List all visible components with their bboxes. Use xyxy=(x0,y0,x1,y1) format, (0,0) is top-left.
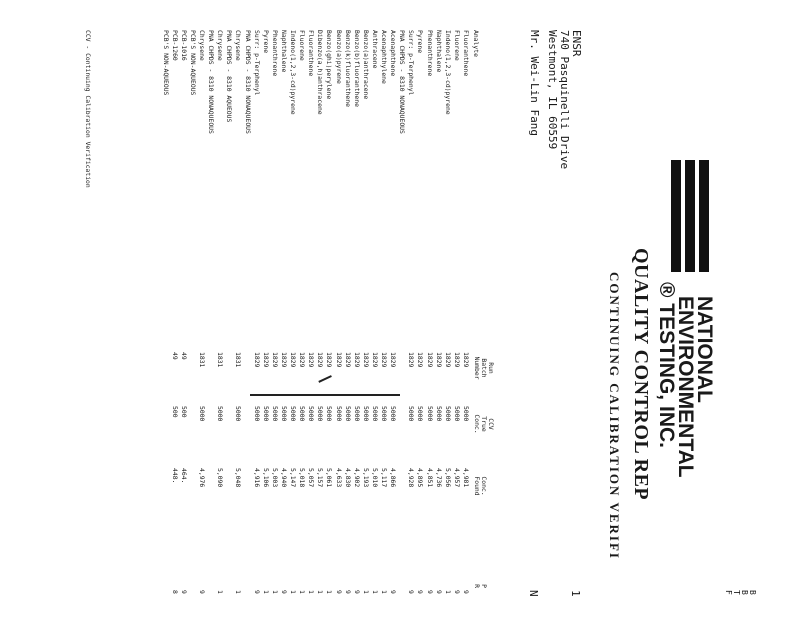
company-name-line3: ® TESTING, INC. xyxy=(655,282,678,448)
batch-cell: 1829 xyxy=(416,352,425,368)
found-conc-cell: 5,010 xyxy=(371,468,379,488)
analyte-cell: Fluoranthene xyxy=(462,30,470,77)
true-conc-cell: 5000 xyxy=(289,406,298,422)
found-conc-cell: 4,976 xyxy=(198,468,207,488)
found-conc-cell: 5,056 xyxy=(443,468,452,488)
found-conc-cell: 5,061 xyxy=(325,468,334,488)
pct-cell: 1 xyxy=(325,590,334,594)
found-conc-cell: 5,117 xyxy=(380,468,389,488)
client-address2: Westmont, IL 60559 xyxy=(546,30,559,150)
batch-cell: 1829 xyxy=(425,352,434,368)
pct-cell: 9 xyxy=(343,590,352,594)
true-conc-cell: 5000 xyxy=(316,406,325,422)
found-conc-cell: 464. xyxy=(179,468,188,484)
true-conc-cell: 5000 xyxy=(234,406,243,422)
page-marker: 1 xyxy=(569,590,582,597)
analyte-cell: Benzo(ghi)perylene xyxy=(325,30,334,100)
found-conc-cell: 4,928 xyxy=(407,468,416,488)
pct-cell: 9 xyxy=(179,590,188,594)
report-subtitle: CONTINUING CALIBRATION VERIFI xyxy=(607,272,622,560)
batch-cell: 1829 xyxy=(389,352,398,368)
analyte-cell: Surr: p-Terphenyl xyxy=(407,30,416,96)
analyte-cell: Anthracene xyxy=(371,30,379,69)
batch-cell: 1829 xyxy=(434,352,443,368)
analyte-cell: Benzo(k)fluoranthene xyxy=(343,30,352,107)
found-conc-cell: 4,957 xyxy=(452,468,461,488)
analyte-cell: Pyrene xyxy=(416,30,425,54)
batch-cell: 1829 xyxy=(252,352,261,368)
found-conc-cell: 4,851 xyxy=(425,468,434,488)
analyte-cell: PNA CHPDS - 8310 AQUEOUS xyxy=(225,30,234,123)
true-conc-cell: 5000 xyxy=(298,406,307,422)
true-conc-cell: 5000 xyxy=(216,406,225,422)
analyte-cell: PNA CHPDS - 8310 NONAQUEOUS xyxy=(398,30,407,134)
report-title: QUALITY CONTROL REP xyxy=(630,248,652,501)
batch-cell: 1829 xyxy=(289,352,298,368)
analyte-cell: Chrysene xyxy=(216,30,225,61)
analyte-cell: Fluoranthene xyxy=(307,30,316,77)
right-stub-line: B xyxy=(740,590,749,595)
batch-cell: 1829 xyxy=(334,352,343,368)
company-name-line2: ENVIRONMENTAL xyxy=(674,296,697,478)
col-header-found-l1: Conc. xyxy=(480,476,488,496)
col-header-true-l2: True xyxy=(480,416,488,432)
analyte-cell: Pyrene xyxy=(261,30,270,54)
analyte-cell: Surr: p-Terphenyl xyxy=(252,30,261,96)
found-conc-cell: 4,902 xyxy=(352,468,361,488)
true-conc-cell: 5000 xyxy=(452,406,461,422)
footnote: CCV - Continuing Calibration Verification xyxy=(84,30,92,188)
logo-bar-mid xyxy=(685,160,695,272)
found-conc-cell: 4,895 xyxy=(416,468,425,488)
batch-cell: 1829 xyxy=(380,352,389,368)
analyte-cell: PNA CHPDS - 8310 NONAQUEOUS xyxy=(207,30,216,134)
logo-bar-bottom xyxy=(671,160,681,272)
pct-cell: 9 xyxy=(352,590,361,594)
found-conc-cell: 5,090 xyxy=(216,468,225,488)
true-conc-cell: 5000 xyxy=(325,406,334,422)
col-header-batch-l1: Run xyxy=(487,362,495,374)
handwritten-tick xyxy=(318,375,331,382)
analyte-cell: Naphthalene xyxy=(434,30,443,73)
pct-cell: 9 xyxy=(389,590,398,594)
analyte-cell: Naphthalene xyxy=(280,30,288,73)
pct-cell: 9 xyxy=(425,590,434,594)
col-header-batch-l3: Number xyxy=(473,356,481,380)
analyte-cell: Chrysene xyxy=(198,30,207,61)
found-conc-cell: 448. xyxy=(170,468,179,484)
pct-cell: 1 xyxy=(216,590,225,594)
batch-cell: 1829 xyxy=(443,352,452,368)
found-conc-cell: 4,866 xyxy=(389,468,398,488)
true-conc-cell: 5000 xyxy=(416,406,425,422)
true-conc-cell: 5000 xyxy=(407,406,416,422)
pct-cell: 1 xyxy=(298,590,307,594)
found-conc-cell: 5,018 xyxy=(298,468,307,488)
handwritten-line xyxy=(250,394,400,396)
batch-cell: 1829 xyxy=(352,352,361,368)
true-conc-cell: 5000 xyxy=(352,406,361,422)
analyte-cell: Acenaphthylene xyxy=(380,30,389,84)
batch-cell: 1829 xyxy=(307,352,316,368)
client-attn: Mr. Wei-Lin Fang xyxy=(528,30,541,136)
true-conc-cell: 5000 xyxy=(434,406,443,422)
pct-cell: 1 xyxy=(289,590,298,594)
true-conc-cell: 5000 xyxy=(462,406,470,422)
batch-cell: 1831 xyxy=(198,352,207,368)
col-header-true-l3: Conc. xyxy=(473,414,481,434)
batch-cell: 1829 xyxy=(452,352,461,368)
batch-cell: 1829 xyxy=(361,352,370,368)
true-conc-cell: 500 xyxy=(179,406,188,418)
pct-cell: 9 xyxy=(280,590,288,594)
true-conc-cell: 5000 xyxy=(371,406,379,422)
batch-cell: 1829 xyxy=(371,352,379,368)
true-conc-cell: 5000 xyxy=(252,406,261,422)
found-conc-cell: 5,057 xyxy=(307,468,316,488)
pct-cell: 1 xyxy=(316,590,325,594)
logo-letters xyxy=(711,200,712,202)
batch-cell: 1829 xyxy=(343,352,352,368)
true-conc-cell: 5000 xyxy=(443,406,452,422)
found-conc-cell: 5,048 xyxy=(234,468,243,488)
col-header-found-l2: Found xyxy=(473,476,481,496)
batch-cell: 1831 xyxy=(216,352,225,368)
batch-cell: 1831 xyxy=(234,352,243,368)
batch-cell: 1829 xyxy=(280,352,288,368)
pct-cell: 8 xyxy=(170,590,179,594)
true-conc-cell: 500 xyxy=(170,406,179,418)
found-conc-cell: 5,147 xyxy=(289,468,298,488)
analyte-cell: PCB'S NON-AQUEOUS xyxy=(161,30,170,96)
col-header-true xyxy=(473,404,494,444)
company-name-line1: NATIONAL xyxy=(693,296,716,403)
client-address1: 740 Pasquinelli Drive xyxy=(558,30,571,170)
pct-cell: 1 xyxy=(371,590,379,594)
analyte-cell: Benzo(a)pyrene xyxy=(334,30,343,84)
col-header-batch xyxy=(473,348,494,388)
attn-marker: N xyxy=(527,590,540,597)
true-conc-cell: 5000 xyxy=(307,406,316,422)
found-conc-cell: 5,106 xyxy=(261,468,270,488)
true-conc-cell: 5000 xyxy=(425,406,434,422)
logo-bar-top xyxy=(699,160,709,272)
analyte-cell: Dibenzo(a,h)anthracene xyxy=(316,30,325,115)
col-header-batch-l2: Batch xyxy=(480,358,488,378)
batch-cell: 49 xyxy=(170,352,179,360)
col-header-pct xyxy=(473,576,487,596)
pct-cell: 1 xyxy=(361,590,370,594)
found-conc-cell: 5,003 xyxy=(270,468,279,488)
pct-cell: 9 xyxy=(198,590,207,594)
right-stub-line: T xyxy=(732,590,741,595)
found-conc-cell: 4,940 xyxy=(280,468,288,488)
pct-cell: 9 xyxy=(452,590,461,594)
analyte-cell: Benzo(b)fluoranthene xyxy=(352,30,361,107)
pct-cell: 9 xyxy=(407,590,416,594)
analyte-cell: Fluorene xyxy=(452,30,461,61)
batch-cell: 1829 xyxy=(325,352,334,368)
analyte-cell: Phenanthrene xyxy=(425,30,434,77)
true-conc-cell: 5000 xyxy=(334,406,343,422)
pct-cell: 9 xyxy=(252,590,261,594)
found-conc-cell: 5,157 xyxy=(316,468,325,488)
pct-cell: 9 xyxy=(416,590,425,594)
true-conc-cell: 5000 xyxy=(280,406,288,422)
pct-cell: 1 xyxy=(443,590,452,594)
col-header-pct-l1: P xyxy=(480,584,488,588)
col-header-true-l1: CCV xyxy=(487,418,495,430)
pct-cell: 1 xyxy=(270,590,279,594)
true-conc-cell: 5000 xyxy=(270,406,279,422)
true-conc-cell: 5000 xyxy=(343,406,352,422)
pct-cell: 9 xyxy=(434,590,443,594)
batch-cell: 1829 xyxy=(462,352,470,368)
analyte-cell: Benzo(a)anthracene xyxy=(361,30,370,100)
true-conc-cell: 5000 xyxy=(380,406,389,422)
true-conc-cell: 5000 xyxy=(261,406,270,422)
analyte-cell: PCB-1260 xyxy=(170,30,179,61)
pct-cell: 9 xyxy=(334,590,343,594)
found-conc-cell: 4,830 xyxy=(343,468,352,488)
pct-cell: 1 xyxy=(234,590,243,594)
analyte-cell: Chrysene xyxy=(234,30,243,61)
col-header-analyte: Analyte xyxy=(472,30,480,57)
right-stub-line: B xyxy=(748,590,757,595)
found-conc-cell: 4,633 xyxy=(334,468,343,488)
analyte-cell: Fluorene xyxy=(298,30,307,61)
pct-cell: 1 xyxy=(261,590,270,594)
analyte-cell: PNA CHPDS - 8310 NONAQUEOUS xyxy=(243,30,252,134)
analyte-cell: Indeno(1,2,3-cd)pyrene xyxy=(443,30,452,115)
found-conc-cell: 4,916 xyxy=(252,468,261,488)
analyte-cell: Phenanthrene xyxy=(270,30,279,77)
col-header-pct-l2: R xyxy=(473,584,481,588)
batch-cell: 1829 xyxy=(261,352,270,368)
analyte-cell: Indeno(1,2,3-cd)pyrene xyxy=(289,30,298,115)
client-name: ENSR xyxy=(570,30,583,57)
true-conc-cell: 5000 xyxy=(198,406,207,422)
analyte-cell: PCB-1016 xyxy=(179,30,188,61)
pct-cell: 1 xyxy=(380,590,389,594)
batch-cell: 1829 xyxy=(270,352,279,368)
analyte-cell: PCB'S NON-AQUEOUS xyxy=(189,30,197,96)
true-conc-cell: 5000 xyxy=(389,406,398,422)
found-conc-cell: 5,193 xyxy=(361,468,370,488)
found-conc-cell: 4,736 xyxy=(434,468,443,488)
found-conc-cell: 4,981 xyxy=(462,468,470,488)
batch-cell: 1829 xyxy=(407,352,416,368)
analyte-cell: Acenaphthene xyxy=(389,30,398,77)
batch-cell: 1829 xyxy=(298,352,307,368)
right-stub-line: F xyxy=(724,590,733,595)
pct-cell: 1 xyxy=(307,590,316,594)
true-conc-cell: 5000 xyxy=(361,406,370,422)
pct-cell: 9 xyxy=(462,590,470,594)
col-header-found xyxy=(473,466,487,506)
batch-cell: 49 xyxy=(179,352,188,360)
batch-cell: 1829 xyxy=(316,352,325,368)
